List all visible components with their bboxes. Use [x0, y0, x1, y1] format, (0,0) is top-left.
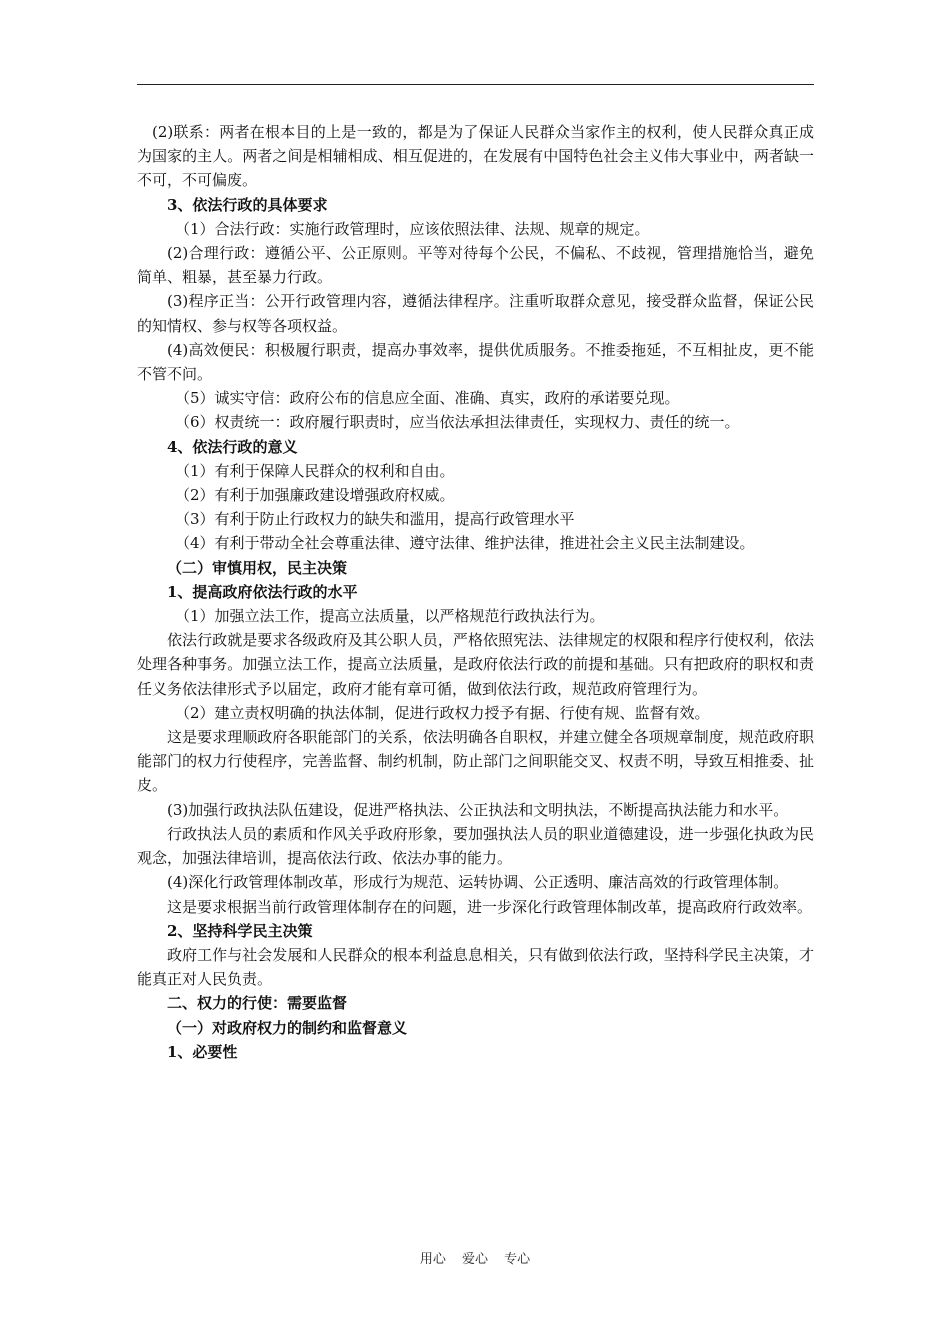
- section-heading: 1、提高政府依法行政的水平: [167, 582, 358, 601]
- paragraph: （3）有利于防止行政权力的缺失和滥用，提高行政管理水平: [175, 510, 575, 529]
- page-footer: 用心 爱心 专心: [419, 1252, 531, 1267]
- paragraph: (3)加强行政执法队伍建设，促进严格执法、公正执法和文明执法，不断提高执法能力和水平。: [167, 800, 789, 819]
- document-body: [137, 120, 814, 1064]
- paragraph: （2）建立责权明确的执法体制，促进行政权力授予有据、行使有规、监督有效。: [175, 703, 710, 722]
- paragraph: 这是要求理顺政府各职能部门的关系，依法明确各自职权，并建立健全各项规章制度，规范政府职能部门的权力行使程序，完善监督、制约机制，防止部门之间职能交叉、权责不明，导致互相推委、扯皮。: [137, 728, 814, 795]
- paragraph: 政府工作与社会发展和人民群众的根本利益息息相关，只有做到依法行政，坚持科学民主决策，才能真正对人民负责。: [137, 945, 814, 989]
- section-heading: （一）对政府权力的制约和监督意义: [167, 1018, 408, 1037]
- paragraph: (3)程序正当：公开行政管理内容，遵循法律程序。注重听取群众意见，接受群众监督，保证公民的知情权、参与权等各项权益。: [137, 292, 814, 335]
- section-heading: 4、依法行政的意义: [167, 437, 298, 456]
- paragraph: (2)合理行政：遵循公平、公正原则。平等对待每个公民，不偏私、不歧视，管理措施恰当，避免简单、粗暴，甚至暴力行政。: [137, 244, 814, 287]
- section-heading: 3、依法行政的具体要求: [167, 195, 328, 214]
- paragraph: （6）权责统一：政府履行职责时，应当依法承担法律责任，实现权力、责任的统一。: [175, 413, 740, 432]
- section-heading: 2、坚持科学民主决策: [167, 921, 313, 940]
- paragraph: （1）合法行政：实施行政管理时，应该依照法律、法规、规章的规定。: [175, 219, 650, 238]
- paragraph: （5）诚实守信：政府公布的信息应全面、准确、真实，政府的承诺要兑现。: [175, 389, 680, 408]
- paragraph: (4)深化行政管理体制改革，形成行为规范、运转协调、公正透明、廉洁高效的行政管理体制。: [167, 873, 789, 892]
- paragraph: (4)高效便民：积极履行职责，提高办事效率，提供优质服务。不推委拖延，不互相扯皮，更不能不管不问。: [137, 340, 814, 384]
- header-rule: [137, 84, 814, 85]
- paragraph: 依法行政就是要求各级政府及其公职人员，严格依照宪法、法律规定的权限和程序行使权利，依法处理各种事务。加强立法工作，提高立法质量，是政府依法行政的前提和基础。只有把政府的职权和责任义务依法律形式予以届定，政府才能有章可循，做到依法行政，规范政府管理行为。: [137, 631, 814, 698]
- paragraph: (2)联系：两者在根本目的上是一致的，都是为了保证人民群众当家作主的权利，使人民群众真正成为国家的主人。两者之间是相辅相成、相互促进的，在发展有中国特色社会主义伟大事业中，两者缺一不可，不可偏废。: [137, 123, 814, 190]
- paragraph: 行政执法人员的素质和作风关乎政府形象，要加强执法人员的职业道德建设，进一步强化执政为民观念，加强法律培训，提高依法行政、依法办事的能力。: [137, 824, 814, 868]
- paragraph: （2）有利于加强廉政建设增强政府权威。: [175, 486, 455, 505]
- section-heading: （二）审慎用权，民主决策: [167, 558, 348, 577]
- paragraph: （1）有利于保障人民群众的权利和自由。: [175, 461, 455, 480]
- section-heading: 二、权力的行使：需要监督: [167, 994, 348, 1013]
- paragraph: 这是要求根据当前行政管理体制存在的问题，进一步深化行政管理体制改革，提高政府行政效率。: [167, 897, 813, 916]
- paragraph: （1）加强立法工作，提高立法质量，以严格规范行政执法行为。: [175, 607, 605, 626]
- section-heading: 1、必要性: [167, 1042, 238, 1061]
- paragraph: （4）有利于带动全社会尊重法律、遵守法律、维护法律，推进社会主义民主法制建设。: [175, 534, 755, 553]
